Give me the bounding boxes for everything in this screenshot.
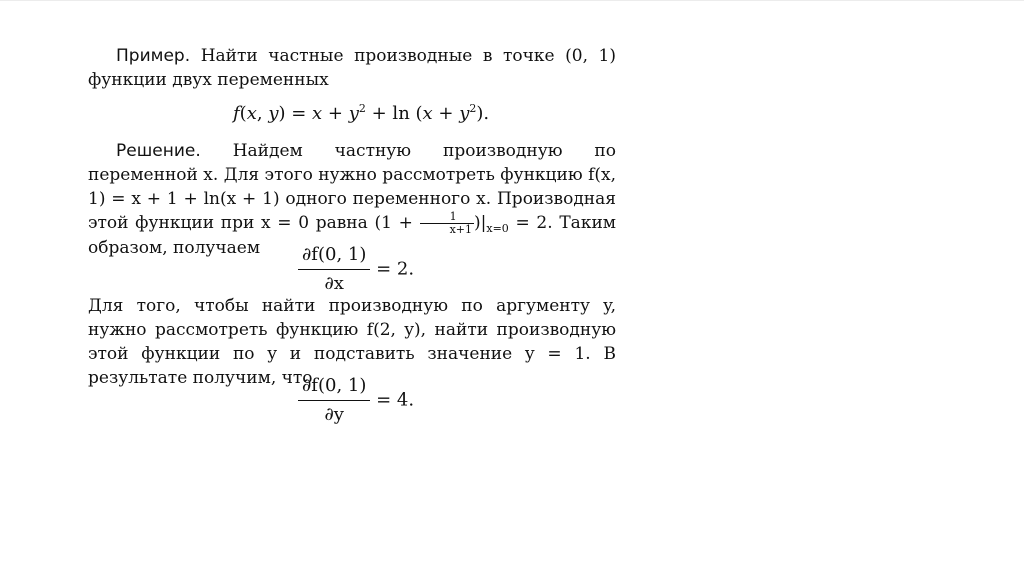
function-equation: f(x, $y) = x + y^2 + \ln (x + y^2)$. <box>233 102 490 124</box>
partial-x-result: = 2. <box>376 258 415 280</box>
second-paragraph-text: Для того, чтобы найти производную по аргументу y, нужно рассмотреть функцию f(2, y), найти производную этой функции по y и подставить значение y = 1. В результате получим, что <box>88 296 616 388</box>
partial-y-equation <box>298 374 414 427</box>
partial-y-fraction <box>298 374 370 427</box>
partial-x-equation <box>298 243 414 296</box>
top-divider <box>0 0 1024 1</box>
example-text: Найти частные производные в точке (0, 1) функции двух переменных <box>88 46 617 90</box>
solution-label: Решение. <box>116 141 201 161</box>
solution-text-1: Найдем частную производную по переменной x. Для этого нужно рассмотреть функцию f(x, 1) = x + 1 + ln(x + 1) одного переменного x. Производная этой функции при x = 0 равна (1 + <box>88 141 616 233</box>
example-label: Пример. <box>116 46 191 66</box>
partial-y-denominator: ∂y <box>324 404 344 425</box>
fraction-denominator: x+1 <box>449 223 472 236</box>
example-paragraph <box>88 44 616 92</box>
evaluation-subscript: x=0 <box>486 222 509 235</box>
solution-text-2: )| <box>473 213 487 233</box>
solution-paragraph <box>88 139 616 260</box>
partial-x-denominator: ∂x <box>324 273 344 294</box>
solution-text-3: = 2. Таким образом, получаем <box>88 213 616 258</box>
inline-fraction <box>420 211 474 236</box>
partial-x-numerator: ∂f(0, 1) <box>298 243 370 270</box>
fraction-numerator: 1 <box>420 211 474 224</box>
partial-x-fraction <box>298 243 370 296</box>
partial-y-numerator: ∂f(0, 1) <box>298 374 370 401</box>
partial-y-result: = 4. <box>376 389 415 411</box>
